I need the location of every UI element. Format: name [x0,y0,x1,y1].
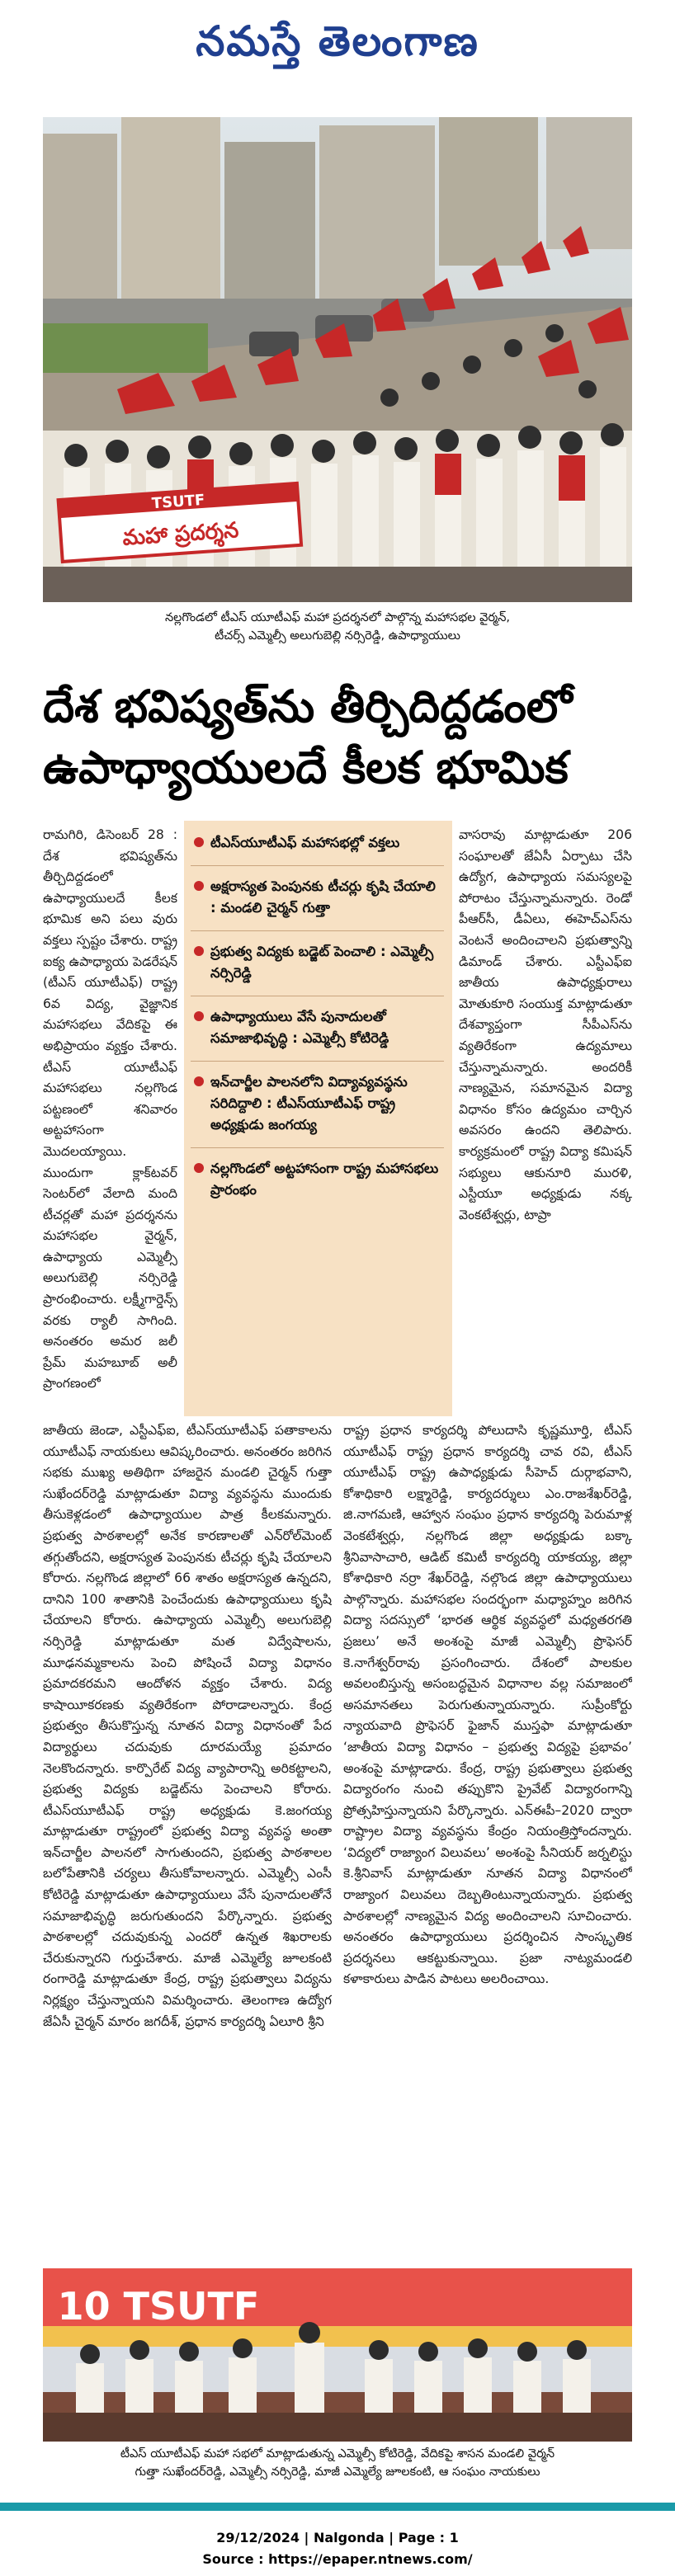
top-caption-line2: టీచర్స్‌ ఎమ్మెల్సీ అలుగుబెల్లి నర్సిరెడ్డి, ఉపాధ్యాయులు [215,629,460,643]
footer-divider [0,2503,675,2511]
headline-line2: ఉపాధ్యాయులదే కీలక భూమిక [43,741,569,794]
top-banner-sub: మహా ప్రదర్శన [121,518,240,551]
article-body-right-text: రాష్ట్ర ప్రధాన కార్యదర్శి పోలుదాసి కృష్ణమూర్తి, టీఎస్‌ యూటీఎఫ్‌ రాష్ట్ర ప్రధాన కార్యదర్శి చావ రవి, టీఎస్‌ యూటీఎఫ్‌ రాష్ట్ర ఉపాధ్యక్షుడు సీహెచ్‌ దుర్గాభవాని, కోశాధికారి లక్ష్మారెడ్డి, కార్యదర్శులు ఎం.రాజశేఖర్‌రెడ్డి, జి.నాగమణి, ఆహ్వాన సంఘం ప్రధాన కార్యదర్శి పెరుమాళ్ల వెంకటేశ్వర్లు, నల్లగొండ జిల్లా అధ్యక్షుడు బక్కా శ్రీనివాసాచారి, ఆడిట్‌ కమిటీ కార్యదర్శి యాకయ్య, జిల్లా కోశాధికారి నర్రా శేఖర్‌రెడ్డి, నల్గొండ జిల్లా ఉపాధ్యాయులు పాల్గొన్నారు. మహాసభల సందర్భంగా మధ్యాహ్నం జరిగిన విద్యా సదస్సులో ‘భారత ఆర్థిక వ్యవస్థలో మధ్యతరగతి ప్రజలు’ అనే అంశంపై మాజీ ఎమ్మెల్సీ ప్రొఫెసర్‌ కె.నాగేశ్వర్‌రావు ప్రసంగించారు. దేశంలో పాలకుల అవలంబిస్తున్న అసంబద్ధమైన విధానాల వల్ల సమాజంలో అసమానతలు పెరుగుతున్నాయన్నారు. సుప్రీంకోర్టు న్యాయవాది ప్రొఫెసర్‌ ఫైజాన్‌ ముస్తఫా మాట్లాడుతూ ‘జాతీయ విద్యా విధానం – ప్రభుత్వ విద్యపై ప్రభావం’ అంశంపై మాట్లాడారు. కేంద్ర, రాష్ట్ర ప్రభుత్వాలు ప్రభుత్వ విద్యారంగం నుంచి తప్పుకొని ప్రైవేట్‌ విద్యారంగాన్ని ప్రోత్సహిస్తున్నాయని పేర్కొన్నారు. ఎన్‌ఈపీ–2020 ద్వారా రాష్ట్రాల విద్యా వ్యవస్థను కేంద్రం నియంత్రిస్తోందన్నారు. ‘విద్యలో రాజ్యాంగ విలువలు’ అంశంపై సీనియర్‌ జర్నలిస్టు కె.శ్రీనివాస్‌ మాట్లాడుతూ నూతన విద్యా విధానంలో రాజ్యాంగ విలువలు దెబ్బతింటున్నాయన్నారు. ప్రభుత్వ పాఠశాలల్లో నాణ్యమైన విద్య అందించాలని సూచించారు. అనంతరం ఉపాధ్యాయులు ప్రదర్శించిన సాంస్కృతిక ప్రదర్శనలు ఆకట్టుకున్నాయి. ప్రజా నాట్యమండలి కళాకారులు పాడిన పాటలు అలరించాయి. [343,1423,632,1987]
bottom-photo [43,2268,632,2442]
footer-dateline: 29/12/2024 | Nalgonda | Page : 1 [216,2530,459,2545]
bullet-icon [194,1011,204,1021]
article-col-right [459,825,632,1415]
bullet-icon [194,946,204,956]
highlight-item: ఇన్‌చార్జీల పాలనలోని విద్యావ్యవస్థను సరిదిద్దాలి : టీఎస్‌యూటీఎఫ్‌ రాష్ట్ర అధ్యక్షుడు జంగయ్య [191,1061,444,1136]
article-col-left [43,825,177,1415]
bottom-caption-line1: టీఎస్‌ యూటీఎఫ్‌ మహా సభలో మాట్లాడుతున్న ఎమ్మెల్సీ కోటిరెడ్డి, వేదికపై శాసన మండలి వైర్మన్‌ [120,2447,555,2461]
bottom-banner-text: 10 TSUTF [57,2284,260,2329]
top-banner-text: TSUTF [151,491,205,513]
masthead [0,8,675,74]
bottom-caption-line2: గుత్తా సుఖేందర్‌రెడ్డి, ఎమ్మెల్సీ నర్సిరెడ్డి, మాజీ ఎమ్మెల్యే జూలకంటి, ఆ సంఘం నాయకులు [135,2465,540,2479]
footer-source: Source : https://epaper.ntnews.com/ [202,2551,473,2567]
article-body-left [43,1420,332,2262]
top-photo [43,117,632,602]
bullet-icon [194,1076,204,1086]
article-body-left-text: జాతీయ జెండా, ఎస్టీఎఫ్‌ఐ, టీఎస్‌యూటీఎఫ్‌ పతాకాలను యూటీఎఫ్‌ నాయకులు ఆవిష్కరించారు. అనంతరం జరిగిన సభకు ముఖ్య అతిథిగా హాజరైన మండలి చైర్మన్‌ గుత్తా సుఖేందర్‌రెడ్డి మాట్లాడుతూ విద్యా వ్యవస్థను ముందుకు తీసుకెళ్లడంలో ఉపాధ్యాయుల పాత్ర కీలకమన్నారు. ప్రభుత్వ పాఠశాలల్లో అనేక కారణాలతో ఎన్‌రోల్‌మెంట్‌ తగ్గుతోందని, అక్షరాస్యత పెంపునకు టీచర్లు కృషి చేయాలని కోరారు. నల్లగొండ జిల్లాలో 66 శాతం అక్షరాస్యత ఉన్నదని, దానిని 100 శాతానికి పెంచేందుకు ఉపాధ్యాయులు కృషి చేయాలని కోరారు. ఉపాధ్యాయ ఎమ్మెల్సీ అలుగుబెల్లి నర్సిరెడ్డి మాట్లాడుతూ మత విద్వేషాలను, మూఢనమ్మకాలను పెంచి పోషించే విద్యా విధానం ప్రమాదకరమని ఆందోళన వ్యక్తం చేశారు. విద్య కాషాయీకరణకు వ్యతిరేకంగా పోరాడాలన్నారు. కేంద్ర ప్రభుత్వం తీసుకొస్తున్న నూతన విద్యా విధానంతో పేద విద్యార్థులు చదువుకు దూరమయ్యే ప్రమాదం నెలకొందన్నారు. కార్పొరేట్‌ విద్య వ్యాపారాన్ని అరికట్టాలని, ప్రభుత్వ విద్యకు బడ్జెట్‌ను పెంచాలని కోరారు. టీఎస్‌యూటీఎఫ్‌ రాష్ట్ర అధ్యక్షుడు కె.జంగయ్య మాట్లాడుతూ రాష్ట్రంలో ప్రభుత్వ విద్యా వ్యవస్థ అంతా ఇన్‌చార్జీల పాలనలో సాగుతుందని, ప్రభుత్వ పాఠశాలల బలోపేతానికి చర్యలు తీసుకోవాలన్నారు. ఎమ్మెల్సీ ఎంసీ కోటిరెడ్డి మాట్లాడుతూ ఉపాధ్యాయులు వేసే పునాదులతోనే సమాజాభివృద్ధి జరుగుతుందని పేర్కొన్నారు. ప్రభుత్వ పాఠశాలల్లో చదువుకున్న ఎందరో ఉన్నత శిఖరాలకు చేరుకున్నారని గుర్తుచేశారు. మాజీ ఎమ్మెల్యే జూలకంటి రంగారెడ్డి మాట్లాడుతూ కేంద్ర, రాష్ట్ర ప్రభుత్వాలు విద్యను నిర్లక్ష్యం చేస్తున్నాయని విమర్శించారు. తెలంగాణ ఉద్యోగ జేఏసీ చైర్మన్‌ మారం జగదీశ్‌, ప్రధాన కార్యదర్శి ఏలూరి శ్రీని [43,1423,332,2029]
highlight-item: ఉపాధ్యాయులు వేసే పునాదులతో సమాజాభివృద్ధి : ఎమ్మెల్సీ కోటిరెడ్డి [191,996,444,1049]
highlight-item: నల్లగొండలో అట్టహాసంగా రాష్ట్ర మహాసభలు ప్రారంభం [191,1147,444,1201]
article-lead: రామగిరి, డిసెంబర్‌ 28 : దేశ భవిష్యత్‌ను తీర్చిదిద్దడంలో ఉపాధ్యాయులదే కీలక భూమిక అని పలు వురు వక్తలు స్పష్టం చేశారు. రాష్ట్ర ఐక్య ఉపాధ్యాయ పెడరేషన్‌ (టీఎస్‌ యూటీఎఫ్‌) రాష్ట్ర 6వ విద్య, వైజ్ఞానిక మహాసభలు వేదికపై ఈ అభిప్రాయం వ్యక్తం చేశారు. టీఎస్‌ యూటీఎఫ్‌ మహాసభలు నల్లగొండ పట్టణంలో శనివారం అట్టహాసంగా మొదలయ్యాయి. ముందుగా క్లాక్‌టవర్‌ సెంటర్‌లో వేలాది మంది టీచర్లతో మహా ప్రదర్శనను మహాసభల వైర్మన్‌, ఉపాధ్యాయ ఎమ్మెల్సీ అలుగుబెల్లి నర్సిరెడ్డి ప్రారంభించారు. లక్ష్మీగార్డెన్స్‌ వరకు ర్యాలీ సాగింది. అనంతరం అమర జలీ ప్రేమ్‌ మహబూబ్‌ అలీ ప్రాంగణంలో [43,827,177,1392]
highlight-item: ప్రభుత్వ విద్యకు బడ్జెట్‌ పెంచాలి : ఎమ్మెల్సీ నర్సిరెడ్డి [191,930,444,984]
article-body-right [343,1420,632,2262]
bottom-photo-caption [43,2445,632,2481]
masthead-title: నమస్తే తెలంగాణ [196,16,479,65]
top-photo-caption [43,609,632,645]
dais-illustration [43,2268,632,2442]
bullet-icon [194,1163,204,1173]
article-col-right-text: వాసరావు మాట్లాడుతూ 206 సంఘాలతో జేఏసీ ఏర్పాటు చేసి ఉద్యోగ, ఉపాధ్యాయ సమస్యలపై పోరాటం చేస్తున్నామన్నారు. రెండో పీఆర్‌సీ, డీఏలు, ఈహెచ్‌ఎస్‌ను వెంటనే అందించాలని ప్రభుత్వాన్ని డిమాండ్‌ చేశారు. ఎస్టీఎఫ్‌ఐ జాతీయ ఉపాధ్యక్షురాలు మోతుకూరి సంయుక్త మాట్లాడుతూ దేశవ్యాప్తంగా సీపీఎస్‌ను వ్యతిరేకంగా ఉద్యమాలు చేస్తున్నామన్నారు. అందరికీ నాణ్యమైన, సమానమైన విద్యా విధానం కోసం ఉద్యమం చార్చిన అవసరం ఉందని తెలిపారు. కార్యక్రమంలో రాష్ట్ర విద్యా కమిషన్‌ సభ్యులు ఆకునూరి మురళి, ఎస్టీయూ అధ్యక్షుడు నక్క వెంకటేశ్వర్లు, టాప్రా [459,827,632,1222]
highlights-box [184,821,452,1416]
highlight-item: టీఎస్‌యూటీఎఫ్‌ మహాసభల్లో వక్తలు [191,832,444,854]
footer [0,2527,675,2570]
bullet-icon [194,881,204,891]
headline-line1: దేశ భవిష్యత్‌ను తీర్చిదిద్దడంలో [43,680,573,732]
top-caption-line1: నల్లగొండలో టీఎస్‌ యూటీఎఫ్‌ మహా ప్రదర్శనలో పాల్గొన్న మహాసభల వైర్మన్‌, [164,611,511,624]
highlight-item: అక్షరాస్యత పెంపునకు టీచర్లు కృషి చేయాలి : మండలి చైర్మన్‌ గుత్తా [191,865,444,919]
bullet-icon [194,837,204,847]
rally-illustration [43,117,632,602]
